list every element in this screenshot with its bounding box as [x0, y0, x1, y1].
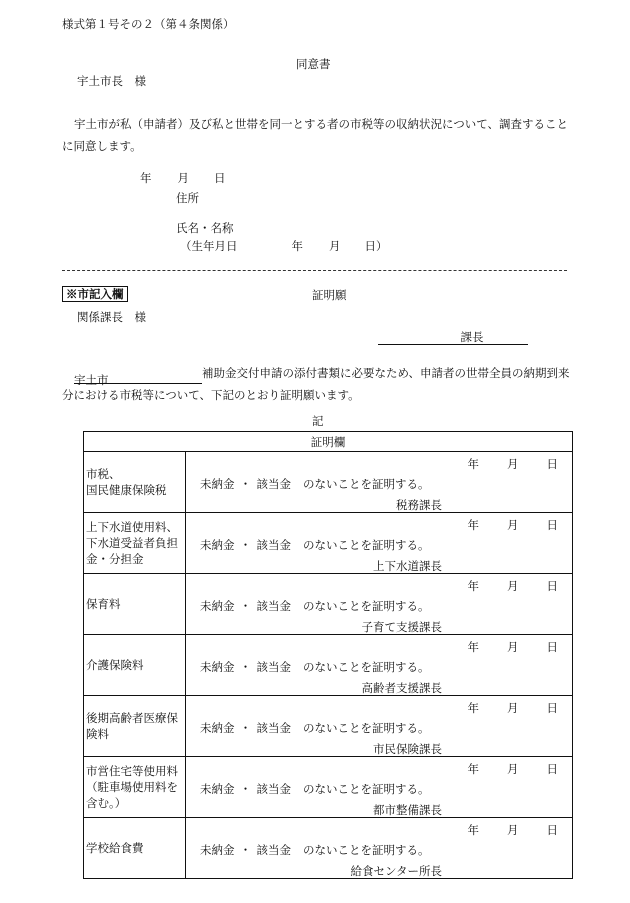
unpaid-option: 未納金: [200, 721, 235, 735]
department-head: 上下水道課長: [373, 559, 442, 573]
certificate-row: [84, 757, 573, 818]
ki-label: 記: [312, 414, 324, 428]
consent-addressee: 宇土市長 様: [77, 74, 146, 88]
cert-day: 日: [546, 640, 558, 654]
category-label: 保育料: [84, 574, 186, 635]
cert-statement: [200, 537, 430, 553]
option-separator: ・: [239, 660, 252, 674]
statement-tail: のないことを証明する。: [303, 843, 430, 857]
cert-day: 日: [546, 457, 558, 471]
certificate-cell: [186, 635, 573, 696]
category-label: 介護保険料: [84, 635, 186, 696]
birth-year: 年: [291, 239, 303, 253]
consent-text: 宇土市が私（申請者）及び私と世帯を同一とする者の市税等の収納状況について、調査することに同意します。: [62, 117, 569, 153]
certificate-row: [84, 818, 573, 879]
applicable-option: 該当金: [256, 538, 291, 552]
certificate-cell: [186, 574, 573, 635]
option-separator: ・: [239, 843, 252, 857]
cert-month: 月: [507, 518, 519, 532]
cert-day: 日: [546, 518, 558, 532]
cert-year: 年: [467, 457, 479, 471]
cert-statement: [200, 842, 430, 858]
cert-day: 日: [546, 762, 558, 776]
category-label: 後期高齢者医療保 険料: [84, 696, 186, 757]
option-separator: ・: [239, 538, 252, 552]
cert-statement: [200, 781, 430, 797]
consent-title: 同意書: [296, 57, 331, 71]
birth-label: （生年月日: [180, 239, 238, 253]
office-entry-box: ※市記入欄: [62, 287, 128, 301]
department-head: 都市整備課長: [373, 803, 442, 817]
cert-day: 日: [546, 579, 558, 593]
statement-tail: のないことを証明する。: [303, 660, 430, 674]
department-head: 市民保険課長: [373, 742, 442, 756]
applicable-option: 該当金: [256, 843, 291, 857]
cert-year: 年: [467, 640, 479, 654]
category-label: 市税、 国民健康保険税: [84, 452, 186, 513]
certificate-row: [84, 452, 573, 513]
cert-year: 年: [467, 701, 479, 715]
address-label: 住所: [176, 191, 199, 205]
cert-day: 日: [546, 701, 558, 715]
applicable-option: 該当金: [256, 782, 291, 796]
name-label: 氏名・名称: [176, 221, 234, 235]
cert-statement: [200, 598, 430, 614]
birthdate-line: [180, 239, 388, 253]
cert-date: [468, 517, 559, 533]
certificate-cell: [186, 696, 573, 757]
certificate-row: [84, 635, 573, 696]
unpaid-option: 未納金: [200, 843, 235, 857]
date-year: 年: [140, 171, 152, 185]
statement-tail: のないことを証明する。: [303, 721, 430, 735]
cert-statement: [200, 720, 430, 736]
cert-year: 年: [467, 823, 479, 837]
statement-tail: のないことを証明する。: [303, 477, 430, 491]
cert-year: 年: [467, 518, 479, 532]
date-day: 日: [214, 171, 226, 185]
certificate-cell: [186, 818, 573, 879]
cert-day: 日: [546, 823, 558, 837]
cert-year: 年: [467, 762, 479, 776]
department-head: 給食センター所長: [350, 864, 442, 878]
statement-tail: のないことを証明する。: [303, 599, 430, 613]
unpaid-option: 未納金: [200, 599, 235, 613]
cert-month: 月: [507, 579, 519, 593]
date-month: 月: [177, 171, 189, 185]
request-prefix: 宇土市: [74, 373, 109, 387]
cert-date: [468, 456, 559, 472]
statement-tail: のないことを証明する。: [303, 782, 430, 796]
unpaid-option: 未納金: [200, 782, 235, 796]
cert-statement: [200, 659, 430, 675]
statement-tail: のないことを証明する。: [303, 538, 430, 552]
certificate-row: [84, 574, 573, 635]
certificate-cell: [186, 757, 573, 818]
department-head: 税務課長: [396, 498, 442, 512]
consent-date: [140, 171, 226, 185]
certificate-header: 証明欄: [84, 432, 573, 452]
applicable-option: 該当金: [256, 721, 291, 735]
applicable-option: 該当金: [256, 477, 291, 491]
section-divider: [62, 270, 567, 271]
certificate-row: [84, 696, 573, 757]
cert-month: 月: [507, 762, 519, 776]
cert-date: [468, 761, 559, 777]
cert-month: 月: [507, 823, 519, 837]
cert-year: 年: [467, 579, 479, 593]
section-chief-suffix: 課長: [460, 330, 484, 344]
applicable-option: 該当金: [256, 660, 291, 674]
department-head: 子育て支援課長: [361, 620, 442, 634]
birth-month: 月: [329, 239, 341, 253]
form-number: 様式第１号その２（第４条関係）: [62, 17, 235, 31]
cert-statement: [200, 476, 430, 492]
certificate-cell: [186, 513, 573, 574]
unpaid-option: 未納金: [200, 660, 235, 674]
cert-month: 月: [507, 457, 519, 471]
category-label: 学校給食費: [84, 818, 186, 879]
applicable-option: 該当金: [256, 599, 291, 613]
cert-date: [468, 639, 559, 655]
request-text: 宇土市 補助金交付申請の添付書類に必要なため、申請者の世帯全員の納期到来分における市税等について、下記のとおり証明願います。: [62, 366, 570, 402]
option-separator: ・: [239, 599, 252, 613]
birth-day: 日）: [364, 239, 388, 253]
option-separator: ・: [239, 721, 252, 735]
unpaid-option: 未納金: [200, 538, 235, 552]
department-head: 高齢者支援課長: [361, 681, 442, 695]
option-separator: ・: [239, 782, 252, 796]
category-label: 市営住宅等使用料 （駐車場使用料を 含む。）: [84, 757, 186, 818]
request-title: 証明願: [312, 288, 347, 302]
certificate-table: [83, 431, 573, 879]
certificate-row: [84, 513, 573, 574]
option-separator: ・: [239, 477, 252, 491]
category-label: 上下水道使用料、 下水道受益者負担 金・分担金: [84, 513, 186, 574]
section-chief-line: [378, 330, 528, 345]
cert-date: [468, 822, 559, 838]
cert-month: 月: [507, 701, 519, 715]
request-addressee: 関係課長 様: [77, 310, 146, 324]
cert-date: [468, 700, 559, 716]
cert-date: [468, 578, 559, 594]
cert-month: 月: [507, 640, 519, 654]
unpaid-option: 未納金: [200, 477, 235, 491]
certificate-cell: [186, 452, 573, 513]
